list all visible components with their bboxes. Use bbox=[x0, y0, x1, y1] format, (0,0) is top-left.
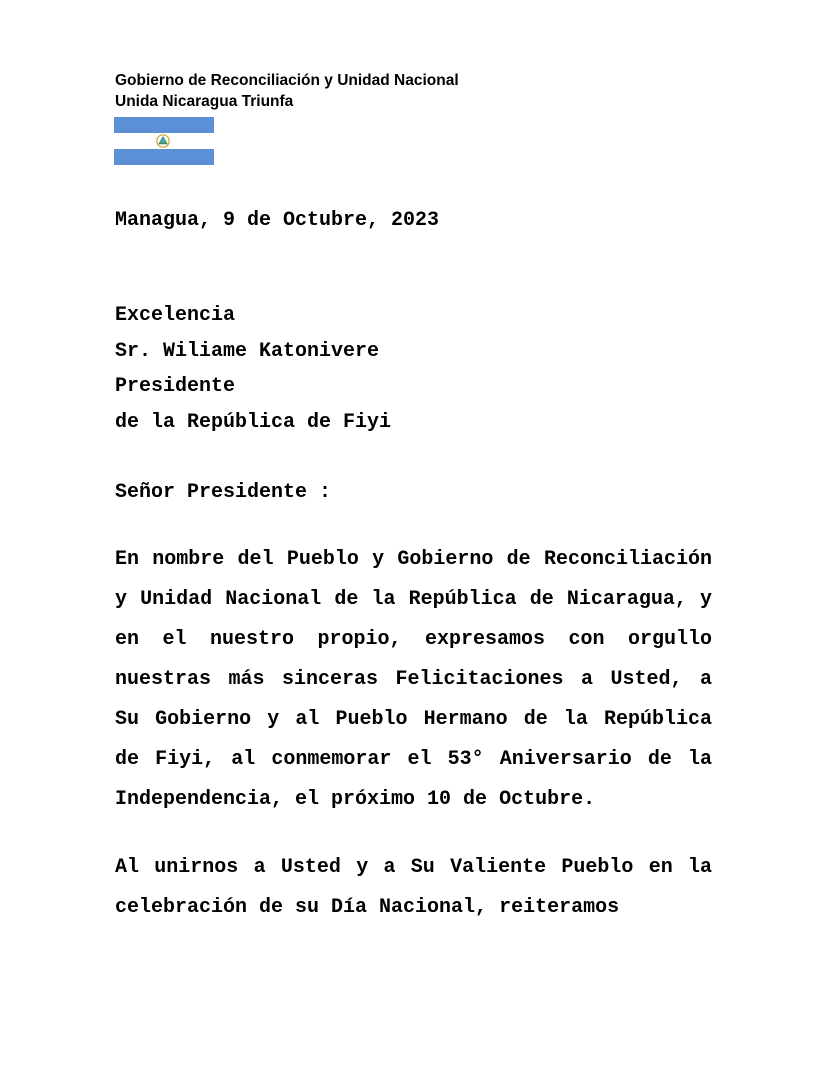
recipient-country: de la República de Fiyi bbox=[115, 410, 392, 434]
recipient-name: Sr. Wiliame Katonivere bbox=[115, 339, 380, 363]
salutation: Señor Presidente : bbox=[115, 481, 332, 504]
recipient-position: Presidente bbox=[115, 375, 236, 398]
flag-top-stripe bbox=[114, 117, 214, 133]
nicaragua-flag-icon bbox=[114, 117, 214, 165]
letter-date: Managua, 9 de Octubre, 2023 bbox=[115, 209, 440, 232]
body-paragraph-2: Al unirnos a Usted y a Su Valiente Pueblo en la celebración de su Día Nacional, reiteramos bbox=[115, 856, 712, 919]
letterhead-slogan: Unida Nicaragua Triunfa bbox=[115, 93, 294, 110]
flag-bottom-stripe bbox=[114, 149, 214, 165]
body-paragraph-1: En nombre del Pueblo y Gobierno de Reconciliación y Unidad Nacional de la República de Nicaragua, y en el nuestro propio, expresamos con orgullo nuestras más sinceras Felicitaciones a Usted, a Su Gobierno y al Pueblo Hermano de la República de Fiyi, al conmemorar el 53° Aniversario de la Independencia, el próximo 10 de Octubre. bbox=[115, 548, 712, 811]
coat-of-arms-icon bbox=[155, 134, 171, 148]
letterhead bbox=[115, 70, 459, 112]
letterhead-government-name: Gobierno de Reconciliación y Unidad Nacional bbox=[115, 72, 459, 89]
recipient-block bbox=[115, 298, 391, 440]
recipient-title: Excelencia bbox=[115, 304, 236, 327]
